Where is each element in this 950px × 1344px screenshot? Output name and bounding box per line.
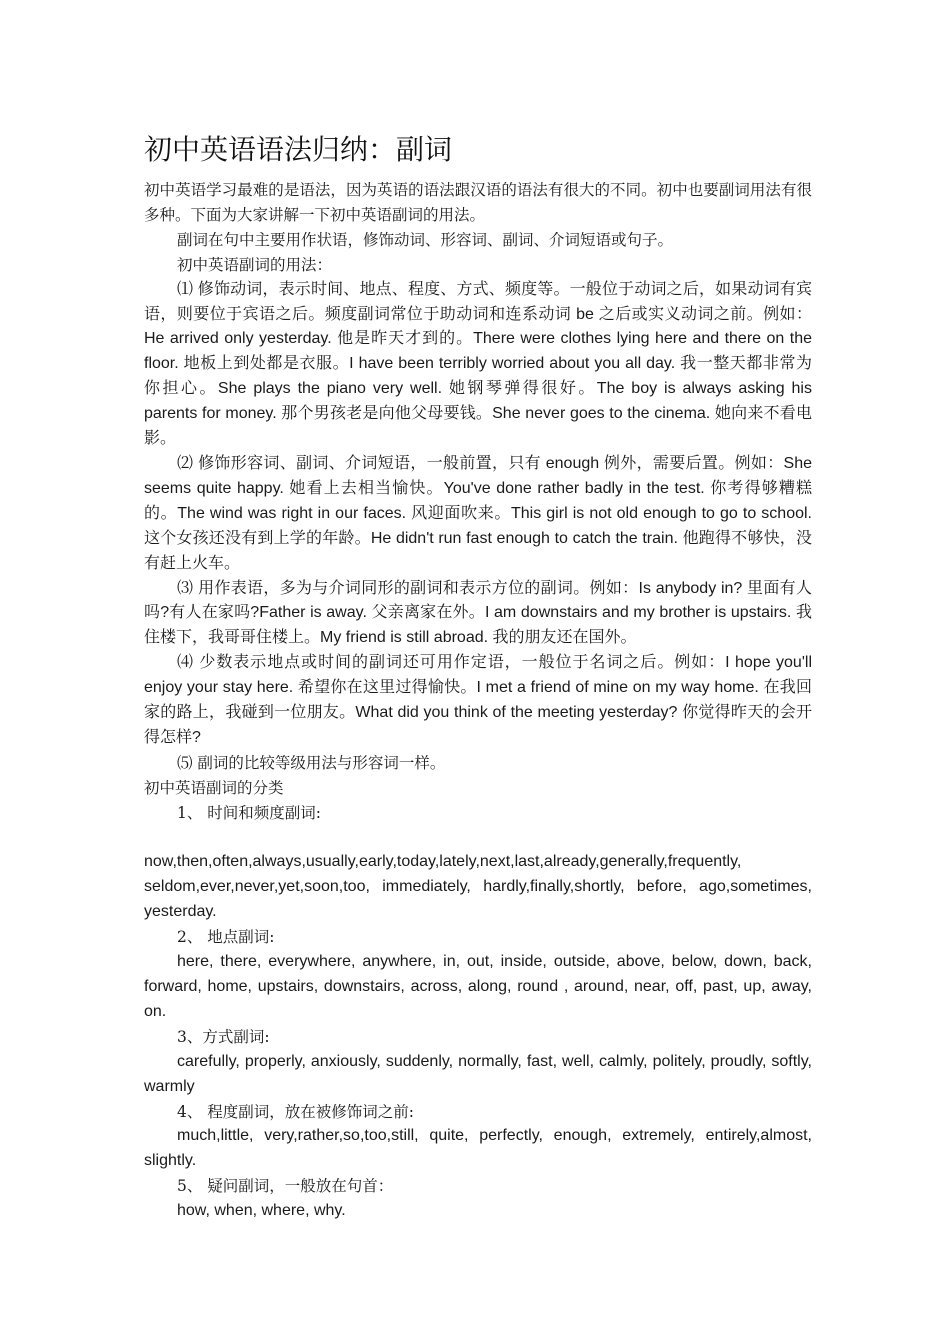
usage-item-1: ⑴ 修饰动词，表示时间、地点、程度、方式、频度等。一般位于动词之后，如果动词有宾语，则要位于宾语之后。频度副词常位于助动词和连系动词 be 之后或实义动词之前。例如：He arrived only yesterday. 他是昨天才到的。There were clothes lying here and there on the floor. 地板上到处都是衣服。I have been terribly worried about you all day. 我一整天都非常为你担心。She plays the piano very well. 她钢琴弹得很好。The boy is always asking his parents for money. 那个男孩老是向他父母要钱。She never goes to the cinema. 她向来不看电影。 [144, 280, 812, 448]
category-label-degree: 4、 程度副词，放在被修饰词之前: [177, 1102, 415, 1121]
document-page [144, 128, 812, 1224]
usage-item-3: ⑶ 用作表语，多为与介词同形的副词和表示方位的副词。例如：Is anybody in? 里面有人吗?有人在家吗?Father is away. 父亲离家在外。I am downstairs and my brother is upstairs. 我住楼下，我哥哥住楼上。My friend is still abroad. 我的朋友还在国外。 [144, 579, 812, 647]
intro-paragraph: 初中英语学习最难的是语法，因为英语的语法跟汉语的语法有很大的不同。初中也要副词用法有很多种。下面为大家讲解一下初中英语副词的用法。 [144, 181, 812, 224]
category-label-place: 2、 地点副词: [177, 928, 275, 947]
usage-item-5: ⑸ 副词的比较等级用法与形容词一样。 [177, 753, 446, 772]
category-label-time: 1、 时间和频度副词: [177, 803, 322, 822]
category-words-degree: much,little, very,rather,so,too,still, quite, perfectly, enough, extremely, entirely,almost, slightly. [144, 1127, 812, 1170]
category-words-manner: carefully, properly, anxiously, suddenly, normally, fast, well, calmly, politely, proudly, softly, warmly [144, 1052, 812, 1095]
usage-item-4: ⑷ 少数表示地点或时间的副词还可用作定语，一般位于名词之后。例如：I hope you'll enjoy your stay here. 希望你在这里过得愉快。I met a friend of mine on my way home. 在我回家的路上，我碰到一位朋友。What did you think of the meeting yesterday? 你觉得昨天的会开得怎样? [144, 654, 812, 746]
page-title: 初中英语语法归纳：副词 [144, 133, 453, 166]
category-label-manner: 3、方式副词: [177, 1027, 270, 1046]
definition-paragraph: 副词在句中主要用作状语，修饰动词、形容词、副词、介词短语或句子。 [177, 230, 674, 249]
category-words-place: here, there, everywhere, anywhere, in, out, inside, outside, above, below, down, back, forward, home, upstairs, downstairs, across, along, round , around, near, off, past, up, away, on. [144, 953, 812, 1020]
category-words-interrogative: how, when, where, why. [177, 1202, 346, 1220]
category-words-time: now,then,often,always,usually,early,today,lately,next,last,already,generally,frequently, seldom,ever,never,yet,soon,too, immediately, hardly,finally,shortly, before, ago,sometimes, yesterday. [144, 853, 812, 921]
category-label-interrogative: 5、 疑问副词，一般放在句首： [177, 1177, 394, 1196]
usage-heading: 初中英语副词的用法： [177, 255, 333, 274]
spacer [144, 826, 812, 851]
usage-item-2: ⑵ 修饰形容词、副词、介词短语，一般前置，只有 enough 例外，需要后置。例如：She seems quite happy. 她看上去相当愉快。You've done rather badly in the test. 你考得够糟糕的。The wind was right in our faces. 风迎面吹来。This girl is not old enough to go to school. 这个女孩还没有到上学的年龄。He didn't run fast enough to catch the train. 他跑得不够快，没有赶上火车。 [144, 454, 812, 572]
classification-heading: 初中英语副词的分类 [144, 778, 284, 797]
